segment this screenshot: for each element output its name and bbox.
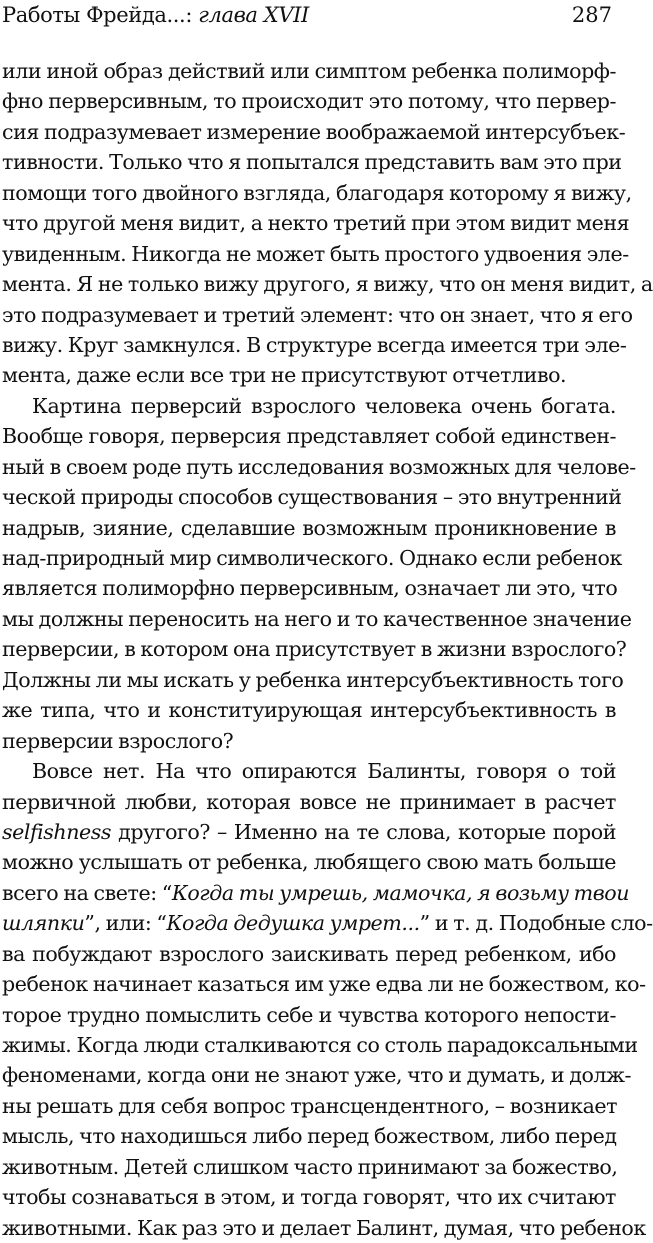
text-line: Должны ли мы искать у ребенка интерсубъективность того <box>2 667 624 692</box>
text-line: можно услышать от ребенка, любящего свою мать больше <box>2 850 616 875</box>
text-line: ребенок начинает казаться им уже едва ли не божеством, ко- <box>2 972 646 997</box>
text-line: помощи того двойного взгляда, благодаря которому я вижу, <box>2 180 632 205</box>
text-line: это подразумевает и третий элемент: что он знает, что я его <box>2 302 633 327</box>
running-header <box>2 0 614 34</box>
text-line: феноменами, когда они не знают уже, что и думать, и долж- <box>2 1063 632 1088</box>
running-title-text: Работы Фрейда...: <box>2 3 199 27</box>
text-line: торое трудно помыслить себе и чувства которого непости- <box>2 1002 616 1027</box>
text-line: же типа, что и конституирующая интерсубъективность в <box>2 698 616 723</box>
text-line: жимы. Когда люди сталкиваются со столь парадоксальными <box>2 1033 638 1057</box>
text-line: Вообще говоря, перверсия представляет собой единствен- <box>2 424 616 449</box>
text-line: над-природный мир символического. Однако если ребенок <box>2 546 622 570</box>
italic-term: selfishness <box>2 819 112 844</box>
text-line: животным. Детей слишком часто принимают за божество, <box>2 1154 618 1179</box>
paragraph-end-line: перверсии взрослого? <box>2 728 234 753</box>
paragraph-first-line: Картина перверсий взрослого человека очень богата. <box>32 393 616 418</box>
text-line <box>2 878 630 908</box>
text-line: фно перверсивным, то происходит это потому, что первер- <box>2 89 616 114</box>
text-line: мы должны переносить на него и то качественное значение <box>2 606 632 631</box>
text-line: животными. Как раз это и делает Балинт, думая, что ребенок <box>2 1215 646 1240</box>
text-run: всего на свете: “ <box>2 880 172 905</box>
text-line: надрыв, зияние, сделавшие возможным проникновение в <box>2 515 616 540</box>
text-line <box>2 817 616 847</box>
text-line: ва побуждают взрослого заискивать перед ребенком, ибо <box>2 941 616 966</box>
page-number: 287 <box>571 3 612 27</box>
text-line: перверсии, в котором она присутствует в жизни взрослого? <box>2 637 627 662</box>
text-line: или иной образ действий или симптом ребенка полиморф- <box>2 59 616 83</box>
running-title <box>2 0 309 30</box>
text-line: тивности. Только что я попытался представить вам это при <box>2 150 622 175</box>
text-line: первичной любви, которая вовсе не принимает в расчет <box>2 789 616 814</box>
text-line: ный в своем роде путь исследования возможных для челове- <box>2 454 636 479</box>
text-line: чтобы сознаваться в этом, и тогда говорят, что их считают <box>2 1185 616 1210</box>
paragraph-end-line: мента, даже если все три не присутствуют отчетливо. <box>2 363 567 388</box>
running-chapter: глава XVII <box>198 3 309 27</box>
text-line: мента. Я не только вижу другого, я вижу, что он меня видит, а <box>2 272 653 297</box>
text-run: другого? – Именно на те слова, которые порой <box>111 819 616 844</box>
paragraph-first-line: Вовсе нет. На что опираются Балинты, говоря о той <box>32 759 616 784</box>
body-text <box>2 56 653 1243</box>
text-line: ны решать для себя вопрос трансцендентного, – возникает <box>2 1093 618 1118</box>
text-run: ” и т. д. Подобные сло- <box>419 911 653 936</box>
text-line <box>2 908 653 938</box>
italic-quote: Когда дедушка умрет... <box>166 911 420 936</box>
text-line: сия подразумевает измерение воображаемой интерсубъек- <box>2 119 626 144</box>
italic-quote: Когда ты умрешь, мамочка, я возьму твои <box>171 880 630 905</box>
text-line: увиденным. Никогда не может быть простого удвоения эле- <box>2 241 629 266</box>
text-line: мысль, что находишься либо перед божеством, либо перед <box>2 1124 617 1149</box>
italic-quote: шляпки <box>2 911 85 936</box>
text-line: что другой меня видит, а некто третий при этом видит меня <box>2 211 630 236</box>
text-line: ческой природы способов существования – это внутренний <box>2 485 622 510</box>
text-run: ”, или: “ <box>84 911 167 936</box>
text-line: вижу. Круг замкнулся. В структуре всегда имеется три эле- <box>2 332 627 357</box>
text-line: является полиморфно перверсивным, означает ли это, что <box>2 576 618 601</box>
